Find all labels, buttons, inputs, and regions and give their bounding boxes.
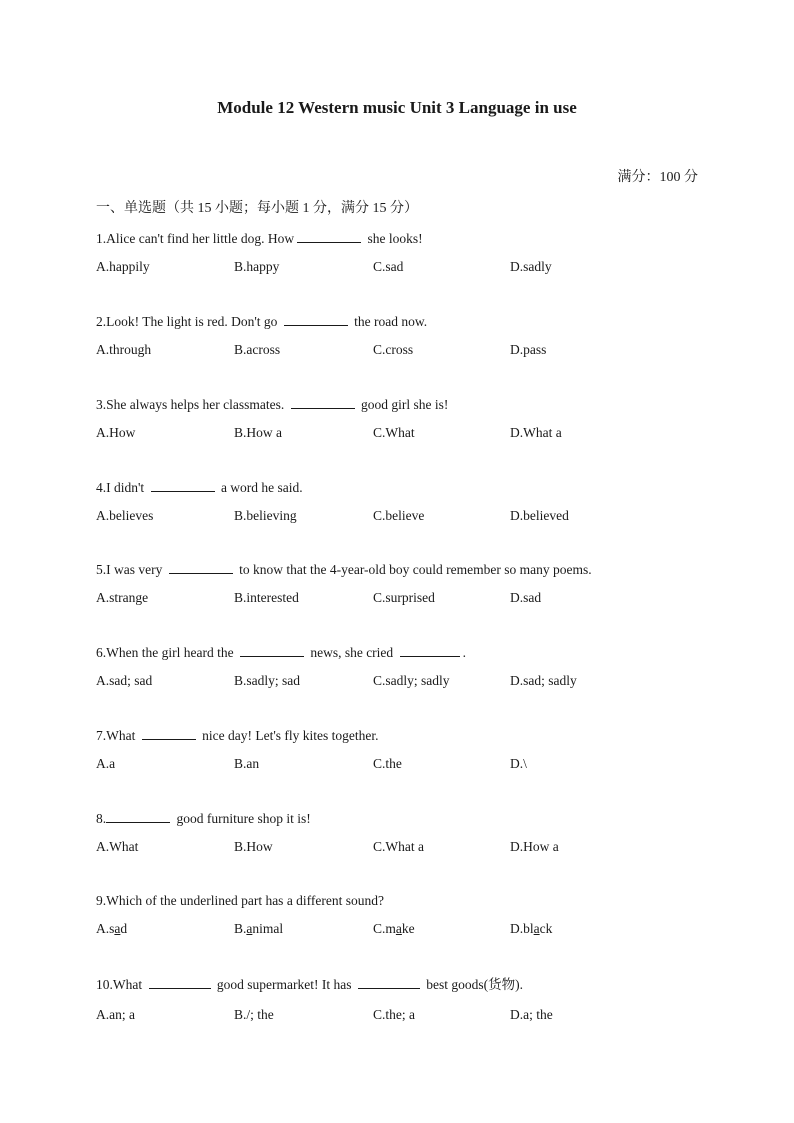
option-a: A.strange — [96, 590, 149, 605]
option-d: D.\ — [510, 756, 527, 771]
options — [96, 755, 716, 773]
underlined-letter: a — [533, 921, 540, 936]
option-c: C.the — [373, 756, 402, 771]
options — [96, 424, 716, 442]
question-10 — [96, 975, 716, 1024]
options — [96, 258, 716, 276]
question-1 — [96, 229, 716, 276]
option-c: C.sad — [373, 259, 404, 274]
answer-blank — [142, 726, 196, 740]
question-9 — [96, 892, 716, 938]
answer-blank — [149, 975, 211, 989]
answer-blank — [106, 809, 170, 823]
underlined-letter: a — [246, 921, 253, 936]
option-d: D.What a — [510, 425, 562, 440]
question-text: 1.Alice can't find her little dog. How she looks! — [96, 231, 423, 246]
option-d: D.pass — [510, 342, 547, 357]
option-a: A.How — [96, 425, 136, 440]
option-b: B.an — [234, 756, 260, 771]
answer-blank — [291, 395, 355, 409]
answer-blank — [358, 975, 420, 989]
option-c: C.sadly; sadly — [373, 673, 450, 688]
question-8 — [96, 809, 716, 856]
options — [96, 341, 716, 359]
option-b: B.How — [234, 839, 273, 854]
option-a: A.sad; sad — [96, 673, 153, 688]
question-text: 10.What good supermarket! It has best goods(货物). — [96, 977, 523, 992]
option-c: C.believe — [373, 508, 425, 523]
question-text: 4.I didn't a word he said. — [96, 480, 303, 495]
question-text: 2.Look! The light is red. Don't go the road now. — [96, 314, 428, 329]
option-a: A.sad — [96, 921, 128, 936]
option-c: C.What a — [373, 839, 424, 854]
answer-blank — [284, 312, 348, 326]
option-b: B.animal — [234, 921, 284, 936]
option-d: D.believed — [510, 508, 569, 523]
question-2 — [96, 312, 716, 359]
answer-blank — [151, 478, 215, 492]
option-c: C.cross — [373, 342, 414, 357]
question-4 — [96, 478, 716, 525]
answer-blank — [297, 229, 361, 243]
question-6 — [96, 643, 716, 690]
option-b: B./; the — [234, 1007, 274, 1022]
question-text: 7.What nice day! Let's fly kites together. — [96, 728, 379, 743]
options — [96, 838, 716, 856]
option-c: C.the; a — [373, 1007, 415, 1022]
option-a: A.a — [96, 756, 116, 771]
option-d: D.How a — [510, 839, 559, 854]
section-heading: 一、单选题（共 15 小题；每小题 1 分，满分 15 分） — [96, 201, 418, 216]
question-7 — [96, 726, 716, 773]
option-a: A.an; a — [96, 1007, 135, 1022]
underlined-letter: a — [395, 921, 402, 936]
question-5 — [96, 560, 716, 607]
option-d: D.sad; sadly — [510, 673, 577, 688]
total-score: 满分：100 分 — [617, 170, 698, 185]
answer-blank — [169, 560, 233, 574]
options — [96, 920, 716, 938]
question-text: 9.Which of the underlined part has a different sound? — [96, 893, 385, 908]
options — [96, 507, 716, 525]
option-b: B.across — [234, 342, 281, 357]
question-text: 3.She always helps her classmates. good girl she is! — [96, 397, 449, 412]
option-a: A.What — [96, 839, 139, 854]
option-c: C.surprised — [373, 590, 435, 605]
answer-blank — [240, 643, 304, 657]
page-title: Module 12 Western music Unit 3 Language in use — [217, 98, 577, 117]
option-d: D.a; the — [510, 1007, 553, 1022]
option-a: A.through — [96, 342, 152, 357]
question-text: 8. good furniture shop it is! — [96, 811, 311, 826]
option-b: B.happy — [234, 259, 280, 274]
option-d: D.sad — [510, 590, 542, 605]
options — [96, 589, 716, 607]
option-a: A.believes — [96, 508, 154, 523]
options — [96, 672, 716, 690]
option-b: B.believing — [234, 508, 297, 523]
option-b: B.interested — [234, 590, 299, 605]
options — [96, 1006, 716, 1024]
question-3 — [96, 395, 716, 442]
option-d: D.sadly — [510, 259, 552, 274]
underlined-letter: a — [114, 921, 121, 936]
option-c: C.What — [373, 425, 415, 440]
question-text: 6.When the girl heard the news, she cried . — [96, 645, 466, 660]
option-b: B.How a — [234, 425, 282, 440]
question-text: 5.I was very to know that the 4-year-old boy could remember so many poems. — [96, 562, 592, 577]
option-c: C.make — [373, 921, 415, 936]
answer-blank — [400, 643, 460, 657]
option-b: B.sadly; sad — [234, 673, 300, 688]
option-d: D.black — [510, 921, 553, 936]
option-a: A.happily — [96, 259, 150, 274]
